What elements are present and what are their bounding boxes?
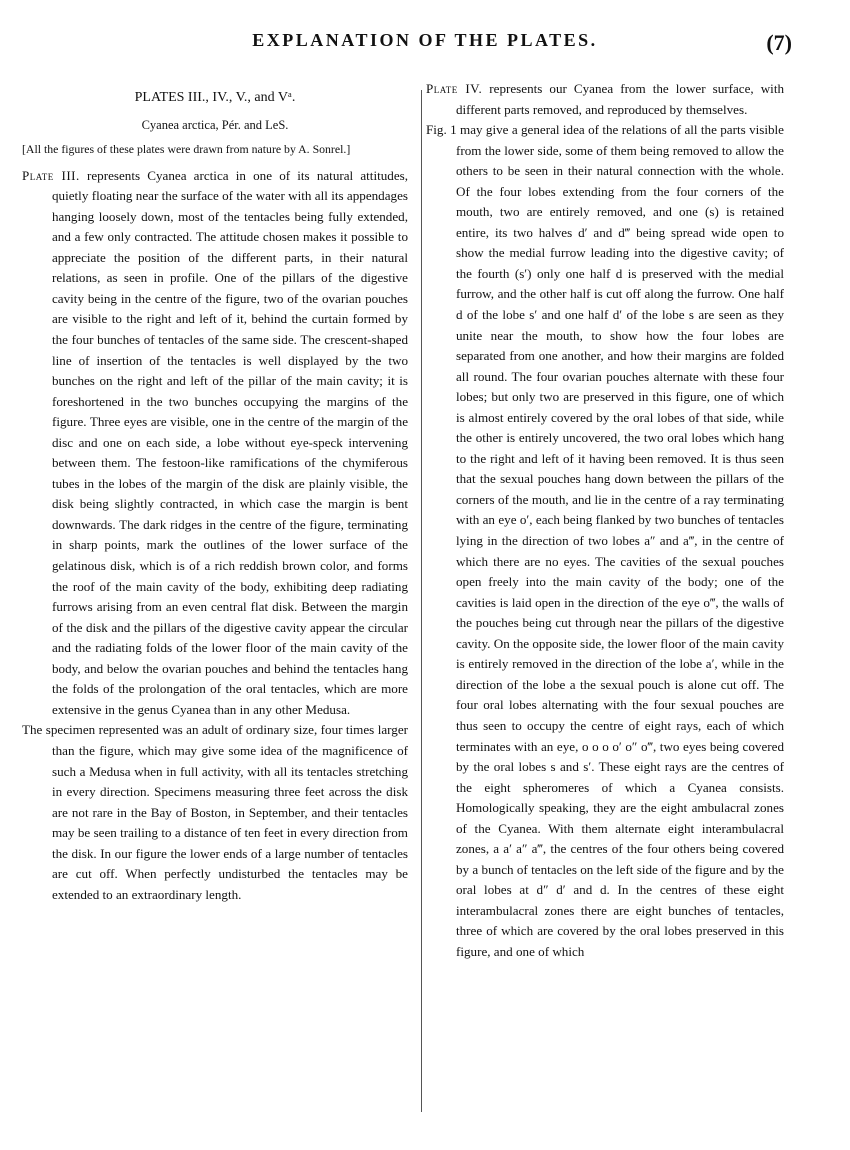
- plate-iv-lead: Plate IV.: [426, 81, 483, 96]
- left-column: [22, 88, 408, 905]
- column-divider: [421, 90, 422, 1112]
- plate-iv-paragraph: [426, 79, 784, 120]
- right-column: [426, 79, 784, 963]
- specimen-paragraph: The specimen represented was an adult of ordinary size, four times larger than the figure, which may give some idea of the magnificence of such a Medusa when in full activity, with all its tentacles stretching in every direction. Specimens measuring three feet across the disk are not rare in the Bay of Boston, in September, and their tentacles may be seen trailing to a distance of ten feet in every direction from the disk. In our figure the lower ends of a large number of tentacles are cut off. When perfectly undisturbed the tentacles may be extended to an extraordinary length.: [22, 722, 408, 902]
- illustrator-note: [All the figures of these plates were drawn from nature by A. Sonrel.]: [22, 142, 351, 157]
- species-heading: Cyanea arctica, Pér. and LeS.: [141, 117, 289, 132]
- plate-iii-lead: Plate III.: [22, 167, 80, 183]
- plate-iii-text: represents Cyanea arctica in one of its natural attitudes, quietly floating near the surface of the water with all its appendages hanging loosely down, most of the tentacles being fully extended, and a few only contracted. The attitude chosen makes it possible to appreciate the position of the different parts, in their natural relations, as seen in profile. One of the pillars of the digestive cavity being in the centre of the figure, two of the ovarian pouches are visible to the right and left of it, behind the curtain formed by the four bunches of tentacles of the same side. The crescent-shaped line of insertion of the tentacles is well displayed by the two bunches on the right and left of the pillar of the main cavity; it is foreshortened in the two bunches occupying the margins of the figure. Three eyes are visible, one in the centre of the margin of the disc and one on each side, a lobe without eye-speck intervening between them. The festoon-like ramifications of the chymiferous tubes in the lobes of the margin of the disk are plainly visible, the disk being slightly contracted, in which case the margin is bent downwards. The dark ridges in the centre of the figure, terminating in sharp points, mark the outlines of the lower surface of the gelatinous disk, which is of a rich reddish brown color, and forms the roof of the main cavity of the body, exhibiting deep radiating furrows arising from an even central flat disk. Between the margin of the disk and the pillars of the digestive cavity appear the circular and the radiating folds of the lower floor of the main cavity of the body, and below the ovarian pouches and behind the tentacles hang the folds of the prolongation of the oral tentacles, which are more extensive in the genus Cyanea than in any other Medusa.: [52, 167, 408, 717]
- fig-1-paragraph: Fig. 1 may give a general idea of the relations of all the parts visible from the lower side, some of them being removed to allow the others to be seen in their natural connection with the whole. Of the four lobes extending from the four corners of the mouth, two are entirely removed, and one (s) is retained entire, its two halves d′ and d‴ being spread wide open to show the medial furrow leading into the digestive cavity; of the fourth (s′) only one half d is preserved with the medial furrow, and the other half is cut off along the furrow. One half d of the lobe s′ and one half d′ of the lobe s are seen as they unite near the mouth, to show how the four lobes are separated from one another, and how their margins are folded all round. The four ovarian pouches alternate with these four lobes; but only two are preserved in this figure, one of which is almost entirely covered by the oral lobes of that side, while the other is entirely uncovered, the two oral lobes which hang to the right and left of it having been removed. It is thus seen that the sexual pouches hang down between the pillars of the corners of the mouth, and lie in the centre of a ray terminating with an eye o′, each being flanked by two bunches of tentacles lying in the direction of two lobes a″ and a‴, in the centre of which there are no eyes. The cavities of the sexual pouches open freely into the main cavity of the body; one of the cavities is laid open in the direction of the eye o‴, the walls of the pouches being cut through near the pillars of the digestive cavity. On the opposite side, the lower floor of the main cavity is entirely removed in the direction of the lobe a′, while in the direction of the lobe a the sexual pouch is alone cut off. The four oral lobes alternating with the four sexual pouches are thus seen to occupy the centre of eight rays, each of which terminates with an eye, o o o o′ o″ o‴, two eyes being covered by the oral lobes s and s′. These eight rays are the centres of the eight spheromeres of which a Cyanea consists. Homologically speaking, they are the eight ambulacral zones of the Cyanea. With them alternate eight interambulacral zones, a a′ a″ a‴, the centres of the four others being covered by a bunch of tentacles on the left side of the figure and by the oral lobes at d″ d′ and d. In the centres of these eight interambulacral zones there are eight bunches of tentacles, three of which are covered by the oral lobes preserved in this figure, and one of which: [426, 122, 784, 959]
- plate-iii-paragraph: [22, 166, 408, 721]
- page-header-title: EXPLANATION OF THE PLATES.: [252, 30, 598, 50]
- plates-heading: PLATES III., IV., V., and Vᵃ.: [134, 90, 296, 105]
- page-number: (7): [766, 30, 792, 55]
- plate-iv-text: represents our Cyanea from the lower surface, with different parts removed, and reproduced by themselves.: [456, 81, 785, 117]
